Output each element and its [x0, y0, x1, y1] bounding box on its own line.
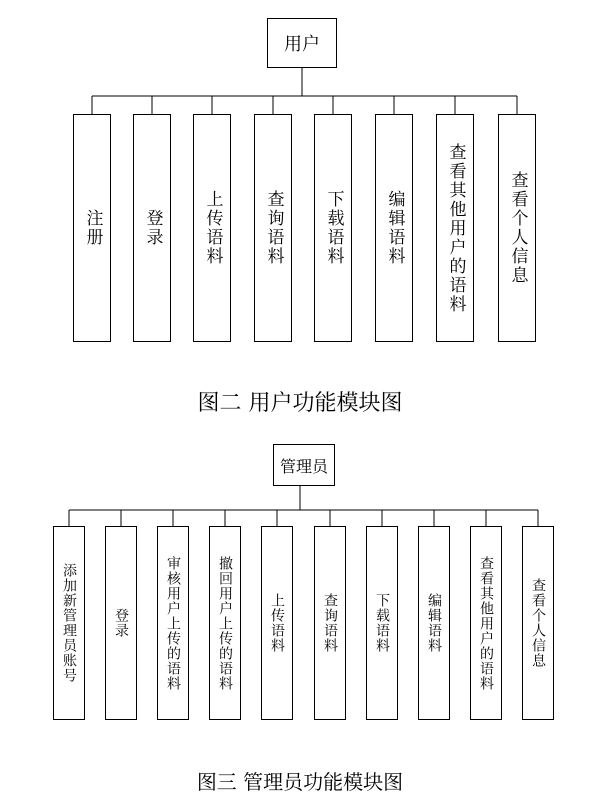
module-label: 撤回用户上传的语料 — [217, 555, 233, 691]
module-node — [261, 526, 293, 720]
module-label: 编辑语料 — [384, 190, 405, 266]
module-node — [366, 526, 398, 720]
module-label: 查看个人信息 — [507, 171, 528, 285]
module-node — [436, 114, 474, 342]
root-node-user — [267, 18, 337, 68]
module-node — [418, 526, 450, 720]
module-node — [470, 526, 502, 720]
module-label: 登录 — [142, 209, 163, 247]
module-node — [375, 114, 413, 342]
admin-module-diagram — [0, 430, 600, 800]
module-node — [105, 526, 137, 720]
module-node — [157, 526, 189, 720]
module-node — [314, 114, 352, 342]
module-label: 登录 — [113, 608, 129, 638]
root-node-label: 管理员 — [279, 456, 328, 476]
module-node — [133, 114, 171, 342]
root-node-label: 用户 — [284, 34, 320, 55]
module-node — [522, 526, 554, 720]
module-label: 添加新管理员账号 — [61, 563, 77, 683]
module-node — [314, 526, 346, 720]
root-node-admin — [273, 444, 335, 486]
module-label: 上传语料 — [269, 593, 285, 653]
module-label: 查看个人信息 — [530, 578, 546, 668]
module-node — [498, 114, 536, 342]
module-label: 审核用户上传的语料 — [165, 555, 181, 691]
module-label: 查看其他用户的语料 — [478, 555, 494, 691]
module-node — [254, 114, 292, 342]
module-label: 编辑语料 — [426, 593, 442, 653]
module-label: 查询语料 — [322, 593, 338, 653]
figure-caption: 图二 用户功能模块图 — [197, 391, 403, 416]
module-label: 上传语料 — [202, 190, 223, 266]
module-label: 下载语料 — [323, 190, 344, 266]
module-node — [209, 526, 241, 720]
module-label: 查看其他用户的语料 — [445, 142, 466, 314]
module-label: 查询语料 — [263, 190, 284, 266]
module-node — [73, 114, 111, 342]
figure-caption: 图三 管理员功能模块图 — [196, 770, 404, 794]
module-label: 下载语料 — [374, 593, 390, 653]
module-node — [193, 114, 231, 342]
module-label: 注册 — [82, 209, 103, 247]
module-node — [53, 526, 85, 720]
